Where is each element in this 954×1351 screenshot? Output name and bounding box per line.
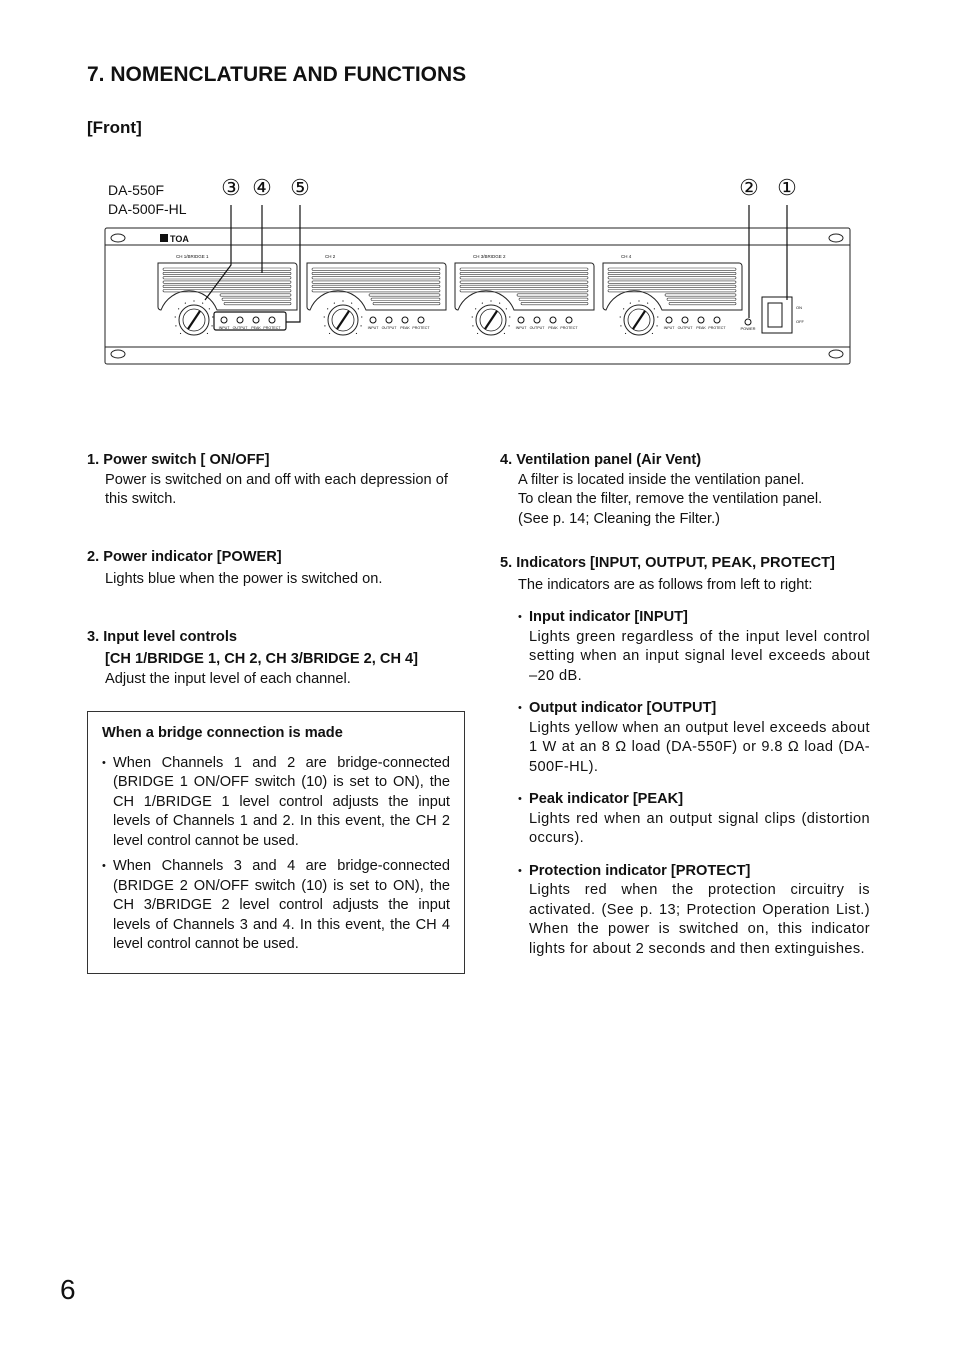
knob-scale-tick xyxy=(654,308,655,309)
vent-slot xyxy=(608,277,736,279)
vent-slot xyxy=(460,268,588,270)
rack-hole xyxy=(111,350,125,358)
knob-scale-tick xyxy=(178,308,179,309)
knob-scale-tick xyxy=(630,302,631,303)
vent-slot xyxy=(163,281,291,283)
right-column xyxy=(500,451,870,959)
knob-scale-tick xyxy=(499,302,500,303)
channel-label: CH 4 xyxy=(621,254,632,259)
indicator-label: PROTECT xyxy=(560,326,578,330)
vent-slot xyxy=(608,268,736,270)
item-heading: 1. Power switch [ ON/OFF] xyxy=(87,452,270,468)
power-switch[interactable] xyxy=(762,297,792,333)
callout-3: ③ xyxy=(221,175,241,200)
item-body: Adjust the input level of each channel. xyxy=(105,670,351,687)
channel-label: CH 1/BRIDGE 1 xyxy=(176,254,209,259)
indicator-label: INPUT xyxy=(663,326,675,330)
knob-scale-tick xyxy=(360,325,361,326)
vent-slot xyxy=(667,298,736,300)
knob-scale-tick xyxy=(193,300,194,301)
indicator-led-output xyxy=(386,317,392,323)
knob-scale-tick xyxy=(342,300,343,301)
note-bullet: • When Channels 3 and 4 are bridge-connected (BRIDGE 2 ON/OFF switch (10) is set to ON), the CH 3/BRIDGE 2 level control adjusts the input levels of Channels 3 and 4. In this event, the CH 4 level control cannot be used. xyxy=(102,857,450,955)
knob-scale-tick xyxy=(324,325,325,326)
item-body-line: To clean the filter, remove the ventilation panel. xyxy=(518,491,823,507)
page-title: 7. NOMENCLATURE AND FUNCTIONS xyxy=(87,63,467,86)
knob-scale-tick xyxy=(638,300,639,301)
vent-slot xyxy=(163,285,291,287)
knob-scale-tick xyxy=(504,333,505,334)
knob-scale-tick xyxy=(212,316,213,317)
indicator-label: PEAK xyxy=(251,326,261,330)
model-name: DA-550F xyxy=(108,182,165,198)
indicator-led-protect xyxy=(418,317,424,323)
callout-5: ⑤ xyxy=(290,175,310,200)
indicator-label: PROTECT xyxy=(412,326,430,330)
knob-scale-tick xyxy=(620,316,621,317)
item-heading: 5. Indicators [INPUT, OUTPUT, PEAK, PROTECT] xyxy=(500,555,835,571)
left-column xyxy=(87,451,467,974)
vent-slot xyxy=(608,281,736,283)
vent-slot xyxy=(312,272,440,274)
channel-module xyxy=(603,254,742,335)
power-section xyxy=(740,297,804,333)
chassis-outline xyxy=(105,228,850,364)
channel-modules xyxy=(158,254,742,335)
item-ventilation xyxy=(500,451,870,529)
model-name: DA-500F-HL xyxy=(108,201,187,217)
vent-slot xyxy=(220,294,291,296)
sub-title: • Output indicator [OUTPUT] xyxy=(529,700,717,716)
indicator-label: OUTPUT xyxy=(232,326,248,330)
vent-slot xyxy=(519,298,588,300)
note-bullet: • When Channels 1 and 2 are bridge-connected (BRIDGE 1 ON/OFF switch (10) is set to ON), the CH 1/BRIDGE 1 level control adjusts the input levels of Channels 1 and 2. In this event, the CH 2 level control cannot be used. xyxy=(102,754,450,852)
vent-slot xyxy=(608,285,736,287)
knob-scale-tick xyxy=(180,333,181,334)
indicator-led-protect xyxy=(566,317,572,323)
vent-slot xyxy=(460,277,588,279)
indicator-led-output xyxy=(682,317,688,323)
knob-scale-tick xyxy=(211,325,212,326)
knob-scale-tick xyxy=(490,300,491,301)
knob-scale-tick xyxy=(623,308,624,309)
vent-slot xyxy=(312,281,440,283)
indicator-led-protect xyxy=(269,317,275,323)
ventilation-panel[interactable] xyxy=(603,263,742,310)
sub-title: • Input indicator [INPUT] xyxy=(529,609,688,625)
vent-slot xyxy=(608,272,736,274)
knob-scale-tick xyxy=(351,302,352,303)
knob-scale-tick xyxy=(509,316,510,317)
sub-body: Lights red when an output signal clips (distortion occurs). xyxy=(529,810,870,846)
indicator-led-input xyxy=(221,317,227,323)
knob-scale-tick xyxy=(202,302,203,303)
knob-scale-tick xyxy=(475,308,476,309)
section-title: [Front] xyxy=(87,118,142,137)
bridge-note-box xyxy=(87,711,465,974)
channel-module xyxy=(455,254,594,335)
item-subheading: [CH 1/BRIDGE 1, CH 2, CH 3/BRIDGE 2, CH 4] xyxy=(105,651,419,667)
knob-scale-tick xyxy=(482,302,483,303)
indicator-label: OUTPUT xyxy=(677,326,693,330)
indicator-led-output xyxy=(534,317,540,323)
ventilation-panel[interactable] xyxy=(307,263,446,310)
knob-scale-tick xyxy=(175,325,176,326)
item-body: The indicators are as follows from left to right: xyxy=(518,576,813,593)
indicator-label: PEAK xyxy=(696,326,706,330)
knob-scale-tick xyxy=(361,316,362,317)
knob-scale-tick xyxy=(356,333,357,334)
indicator-led-peak xyxy=(253,317,259,323)
vent-slot xyxy=(669,302,736,304)
knob-scale-tick xyxy=(207,333,208,334)
indicator-led-output xyxy=(237,317,243,323)
knob-scale-tick xyxy=(329,333,330,334)
vent-slot xyxy=(373,302,440,304)
channel-label: CH 3/BRIDGE 2 xyxy=(473,254,506,259)
indicator-label: PEAK xyxy=(400,326,410,330)
vent-slot xyxy=(222,298,291,300)
peak-indicator-entry xyxy=(500,790,870,849)
vent-slot xyxy=(371,298,440,300)
indicator-label: PROTECT xyxy=(708,326,726,330)
indicator-label: PEAK xyxy=(548,326,558,330)
indicator-label: INPUT xyxy=(218,326,230,330)
knob-scale-tick xyxy=(175,316,176,317)
knob-scale-tick xyxy=(506,308,507,309)
indicator-led-peak xyxy=(550,317,556,323)
sub-title: • Peak indicator [PEAK] xyxy=(529,791,684,807)
item-body: Power is switched on and off with each depression of this switch. xyxy=(105,471,448,507)
knob-scale-tick xyxy=(472,316,473,317)
power-off-label: OFF xyxy=(796,319,804,324)
knob-scale-tick xyxy=(358,308,359,309)
sub-title: • Protection indicator [PROTECT] xyxy=(529,862,751,879)
note-title: When a bridge connection is made xyxy=(102,725,343,741)
indicator-label: OUTPUT xyxy=(381,326,397,330)
indicator-led-protect xyxy=(714,317,720,323)
channel-label: CH 2 xyxy=(325,254,336,259)
indicator-led-peak xyxy=(402,317,408,323)
vent-slot xyxy=(665,294,736,296)
ventilation-panel[interactable] xyxy=(455,263,594,310)
item-power-switch xyxy=(87,451,467,510)
input-indicator-entry xyxy=(500,608,870,686)
power-indicator xyxy=(745,319,751,325)
knob-scale-tick xyxy=(657,316,658,317)
knob-scale-tick xyxy=(327,308,328,309)
callout-4: ④ xyxy=(252,175,272,200)
vent-slot xyxy=(163,277,291,279)
knob-scale-tick xyxy=(625,333,626,334)
vent-slot xyxy=(460,281,588,283)
knob-scale-tick xyxy=(656,325,657,326)
toa-logo xyxy=(160,234,189,244)
item-indicators xyxy=(500,554,870,959)
indicator-label: OUTPUT xyxy=(529,326,545,330)
indicator-led-input xyxy=(518,317,524,323)
knob-scale-tick xyxy=(185,302,186,303)
knob-scale-tick xyxy=(652,333,653,334)
protect-indicator-entry xyxy=(500,862,870,960)
vent-slot xyxy=(312,285,440,287)
vent-slot xyxy=(224,302,291,304)
item-power-indicator xyxy=(87,548,467,590)
vent-slot xyxy=(312,268,440,270)
sub-body: Lights yellow when an output level exceeds about 1 W at an 8 Ω load (DA-550F) or 9.8 Ω load (DA-500F-HL). xyxy=(529,719,870,775)
item-body-line: (See p. 14; Cleaning the Filter.) xyxy=(518,510,720,527)
vent-slot xyxy=(521,302,588,304)
sub-body: Lights green regardless of the input level control setting when an input signal level exceeds about –20 dB. xyxy=(529,628,870,684)
indicator-label: INPUT xyxy=(515,326,527,330)
item-heading: 2. Power indicator [POWER] xyxy=(87,548,282,565)
indicator-label: PROTECT xyxy=(263,326,281,330)
indicator-led-peak xyxy=(698,317,704,323)
item-body-line: A filter is located inside the ventilation panel. xyxy=(518,471,805,488)
vent-slot xyxy=(369,294,440,296)
item-input-level xyxy=(87,628,467,690)
knob-scale-tick xyxy=(334,302,335,303)
item-heading: 4. Ventilation panel (Air Vent) xyxy=(500,452,702,468)
item-body: Lights blue when the power is switched on. xyxy=(105,571,383,587)
callout-2: ② xyxy=(739,175,759,200)
channel-module xyxy=(307,254,446,335)
power-label: POWER xyxy=(740,326,756,331)
knob-scale-tick xyxy=(209,308,210,309)
rack-hole xyxy=(829,350,843,358)
knob-scale-tick xyxy=(324,316,325,317)
item-heading: 3. Input level controls xyxy=(87,628,238,645)
vent-slot xyxy=(460,272,588,274)
knob-scale-tick xyxy=(647,302,648,303)
rack-hole xyxy=(111,234,125,242)
vent-slot xyxy=(312,277,440,279)
knob-scale-tick xyxy=(508,325,509,326)
rack-hole xyxy=(829,234,843,242)
vent-slot xyxy=(163,272,291,274)
indicator-led-input xyxy=(370,317,376,323)
vent-slot xyxy=(460,285,588,287)
knob-scale-tick xyxy=(620,325,621,326)
knob-scale-tick xyxy=(477,333,478,334)
indicator-label: INPUT xyxy=(367,326,379,330)
callout-1: ① xyxy=(777,175,797,200)
page-number: 6 xyxy=(60,1274,76,1305)
vent-slot xyxy=(517,294,588,296)
indicator-led-input xyxy=(666,317,672,323)
channel-module xyxy=(158,254,297,335)
power-on-label: ON xyxy=(796,305,802,310)
sub-body: Lights red when the protection circuitry is activated. (See p. 13; Protection Operation List.) When the power is switched on, this indicator lights for about 2 seconds and then extinguishes. xyxy=(529,882,870,957)
front-panel-diagram xyxy=(0,0,954,420)
knob-scale-tick xyxy=(472,325,473,326)
svg-text:TOA: TOA xyxy=(170,234,189,244)
output-indicator-entry xyxy=(500,699,870,777)
